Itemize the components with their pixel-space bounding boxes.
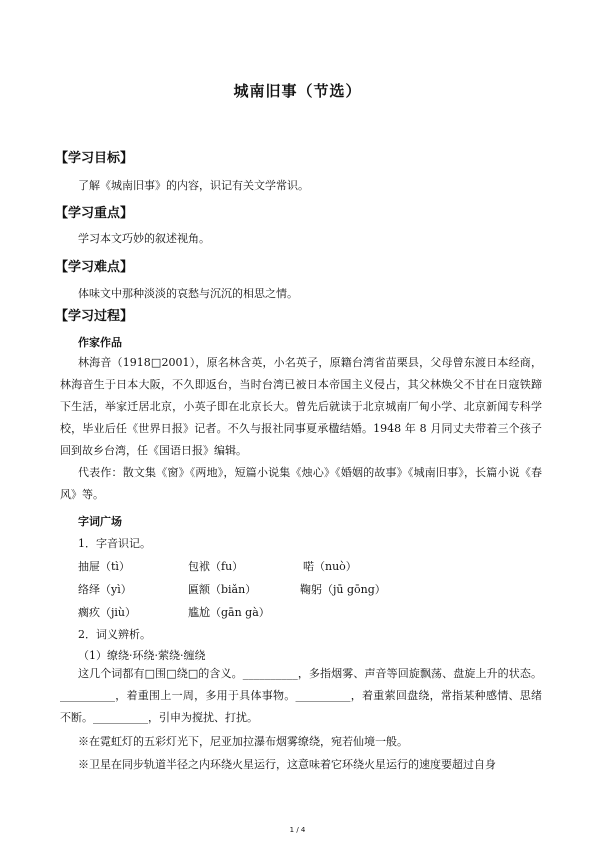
author-subheading: 作家作品: [78, 336, 122, 349]
pronunciation-word: 尴尬（gān gà）: [188, 606, 270, 619]
author-bio: 林海音（1918□2001），原名林含英，小名英子，原籍台湾省苗栗县，父母曾东渡日本经商，林海音生于日本大阪，不久即返台，当时台湾已被日本帝国主义侵占，其父林焕父不甘在日寇铁蹄下生活，举家迁居北京，小英子即在北京长大。曾先后就读于北京城南厂甸小学、北京新闻专科学校，毕业后任《世界日报》记者。不久与报社同事夏承楹结婚。1948 年 8 月同丈夫带着三个孩子回到故乡台湾，任《国语日报》编辑。: [60, 356, 542, 457]
vocab-item-1: 1．字音识记。: [78, 537, 151, 550]
pronunciation-word: 包袱（fu）: [188, 560, 244, 573]
pronunciation-word: 抽屉（tì）: [78, 560, 130, 573]
pronunciation-word: 喏（nuò）: [303, 560, 357, 573]
vocab-subitem-1: （1）缭绕·环绕·萦绕·缠绕: [78, 649, 206, 662]
vocab-subheading: 字词广场: [78, 515, 122, 528]
page-title: 城南旧事（节选）: [233, 82, 362, 100]
focus-text: 学习本文巧妙的叙述视角。: [78, 232, 210, 245]
section-heading-process: 【学习过程】: [55, 309, 134, 324]
pronunciation-word: 瘸疚（jiù）: [78, 606, 137, 619]
author-works: 代表作：散文集《窗》《两地》，短篇小说集《烛心》《婚姻的故事》《城南旧事》，长篇小说《春风》等。: [60, 466, 542, 501]
example-sentence-1: ※在霓虹灯的五彩灯光下，尼亚加拉瀑布烟雾缭绕，宛若仙境一般。: [78, 735, 408, 748]
vocab-item-2: 2．词义辨析。: [78, 628, 151, 641]
goal-text: 了解《城南旧事》的内容，识记有关文学常识。: [78, 179, 309, 192]
page-number: 1 / 4: [289, 826, 306, 834]
section-heading-goal: 【学习目标】: [55, 151, 134, 166]
pronunciation-word: 鞠躬（jū gōng）: [300, 583, 386, 596]
difficulty-text: 体味文中那种淡淡的哀愁与沉沉的相思之情。: [78, 287, 298, 300]
pronunciation-word: 匾额（biǎn）: [188, 583, 257, 596]
example-sentence-2: ※卫星在同步轨道半径之内环绕火星运行，这意味着它环绕火星运行的速度要超过自身: [78, 758, 496, 771]
pronunciation-word: 络绎（yì）: [78, 583, 132, 596]
vocab-explanation: 这几个词都有□围□绕□的含义。__________，多指烟雾、声音等回旋飘荡、盘旋上升的状态。__________，着重围上一周，多用于具体事物。__________，着重萦回盘绕，常指某种感情、思绪不断。__________，引申为搅扰、打扰。: [60, 667, 542, 724]
section-heading-difficulty: 【学习难点】: [55, 260, 134, 275]
section-heading-focus: 【学习重点】: [55, 206, 134, 221]
